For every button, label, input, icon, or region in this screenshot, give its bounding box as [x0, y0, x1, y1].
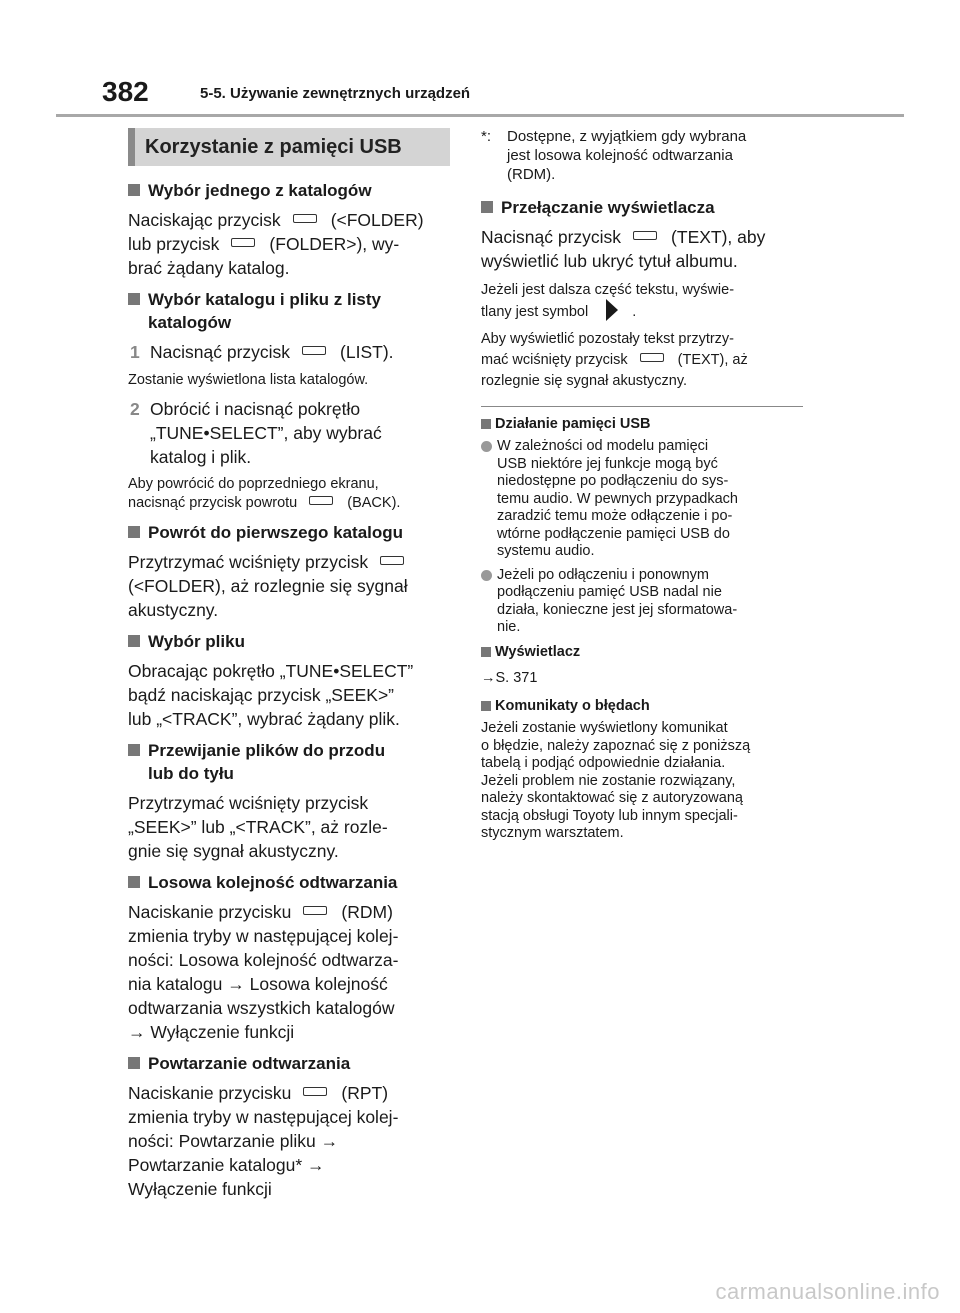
header-rule — [56, 114, 904, 117]
heading-display: Wyświetlacz — [481, 643, 803, 662]
paragraph-first-folder: Przytrzymać wciśnięty przycisk (<FOLDER), aż rozlegnie się sygnał akustyczny. — [128, 552, 408, 620]
heading-folder-list: Wybór katalogu i pliku z listy katalogów — [128, 288, 450, 334]
page-reference: →S. 371 — [481, 669, 538, 686]
paragraph-file-select: Obracając pokrętło „TUNE•SELECT” bądź naciskając przycisk „SEEK>” lub „<TRACK”, wybrać żądany plik. — [128, 661, 414, 729]
watermark: carmanualsonline.info — [715, 1279, 940, 1304]
paragraph-display-switch: Nacisnąć przycisk (TEXT), aby wyświetlić lub ukryć tytuł albumu. — [481, 227, 766, 271]
more-text-arrow-icon — [606, 299, 618, 321]
round-bullet-icon — [481, 570, 492, 581]
step-2-note: Aby powrócić do poprzedniego ekranu, nacisnąć przycisk powrotu (BACK). — [128, 476, 401, 511]
heading-repeat: Powtarzanie odtwarzania — [128, 1052, 450, 1075]
left-column — [128, 127, 450, 1205]
square-bullet-icon — [128, 1057, 140, 1069]
heading-usb-operation: Działanie pamięci USB — [481, 415, 803, 434]
page-header — [102, 76, 902, 116]
button-icon — [302, 346, 326, 355]
square-bullet-icon — [128, 184, 140, 196]
step-1: 1 Nacisnąć przycisk (LIST). — [130, 342, 394, 362]
paragraph-repeat: Naciskanie przycisku (RPT) zmienia tryby w następującej kolej- ności: Powtarzanie pliku → Powtarzanie katalogu* → Wyłączenie funkcji — [128, 1083, 399, 1199]
page-number: 382 — [102, 76, 149, 107]
square-bullet-icon — [128, 526, 140, 538]
round-bullet-icon — [481, 441, 492, 452]
button-icon — [293, 214, 317, 223]
square-bullet-icon — [128, 744, 140, 756]
paragraph-fast-forward: Przytrzymać wciśnięty przycisk „SEEK>” lub „<TRACK”, aż rozle- gnie się sygnał akustyczny. — [128, 793, 388, 861]
square-bullet-icon — [128, 293, 140, 305]
chapter-title: 5-5. Używanie zewnętrznych urządzeń — [200, 85, 471, 102]
section-title: Korzystanie z pamięci USB — [128, 128, 450, 166]
paragraph-random: Naciskanie przycisku (RDM) zmienia tryby w następującej kolej- ności: Losowa kolejność odtwarza- nia katalogu → Losowa kolejność odtwarzania wszystkich katalogów → Wyłączenie funkcji — [128, 902, 399, 1042]
heading-display-switch: Przełączanie wyświetlacza — [481, 196, 803, 219]
bullet-usb-compat: W zależności od modelu pamięci USB niektóre jej funkcje mogą być niedostępne po podłączeniu do sys- temu audio. W pewnych przypadkach zaradzić temu może odłączenie i po- wtórne podłączenie pamięci USB do systemu audio. — [481, 438, 803, 561]
square-bullet-icon — [128, 635, 140, 647]
button-icon — [303, 906, 327, 915]
square-bullet-icon — [481, 701, 491, 711]
note-display-switch: Jeżeli jest dalsza część tekstu, wyświe- tlany jest symbol . — [481, 282, 735, 320]
button-icon — [309, 496, 333, 505]
heading-fast-forward: Przewijanie plików do przodu lub do tyłu — [128, 739, 450, 785]
heading-error-messages: Komunikaty o błędach — [481, 697, 803, 716]
step-1-note: Zostanie wyświetlona lista katalogów. — [128, 372, 369, 388]
button-icon — [640, 353, 664, 362]
heading-file-select: Wybór pliku — [128, 630, 450, 653]
button-icon — [303, 1087, 327, 1096]
heading-random: Losowa kolejność odtwarzania — [128, 871, 450, 894]
square-bullet-icon — [481, 419, 491, 429]
right-column — [481, 127, 803, 847]
paragraph-single-folder: Naciskając przycisk (<FOLDER) lub przycisk (FOLDER>), wy- brać żądany katalog. — [128, 210, 424, 278]
footnote: *: Dostępne, z wyjątkiem gdy wybrana jest losowa kolejność odtwarzania (RDM). — [481, 128, 747, 183]
square-bullet-icon — [481, 201, 493, 213]
note-display-more: Aby wyświetlić pozostały tekst przytrzy- mać wciśnięty przycisk (TEXT), aż rozlegnie się sygnał akustyczny. — [481, 331, 748, 390]
square-bullet-icon — [481, 647, 491, 657]
button-icon — [231, 238, 255, 247]
section-divider — [481, 406, 803, 407]
button-icon — [633, 231, 657, 240]
step-2: 2 Obrócić i nacisnąć pokrętło „TUNE•SELECT”, aby wybrać katalog i plik. — [130, 399, 382, 467]
bullet-usb-format: Jeżeli po odłączeniu i ponownym podłączeniu pamięć USB nadal nie działa, konieczne jest jej sformatowa- nie. — [481, 567, 803, 637]
paragraph-error-messages: Jeżeli zostanie wyświetlony komunikat o błędzie, należy zapoznać się z poniższą tabelą i podjąć odpowiednie działania. Jeżeli problem nie zostanie rozwiązany, należy skontaktować się z autoryzowaną stacją obsługi Toyoty lub innym specjali- stycznym warsztatem. — [481, 720, 751, 842]
heading-single-folder: Wybór jednego z katalogów — [128, 179, 450, 202]
heading-first-folder: Powrót do pierwszego katalogu — [128, 521, 450, 544]
square-bullet-icon — [128, 876, 140, 888]
button-icon — [380, 556, 404, 565]
